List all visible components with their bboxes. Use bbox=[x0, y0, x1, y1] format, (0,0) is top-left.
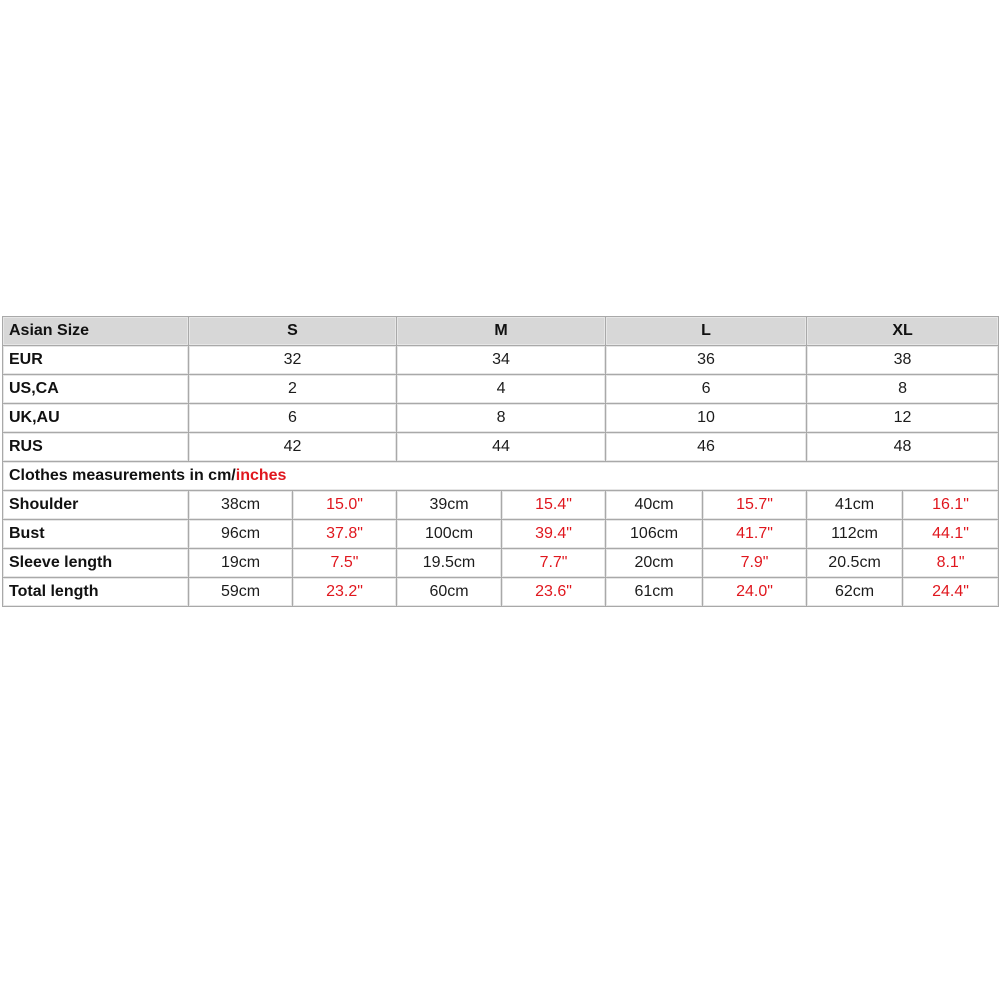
inch-value: 23.2" bbox=[293, 578, 397, 607]
row-label: Bust bbox=[3, 520, 189, 549]
size-value: 12 bbox=[807, 404, 999, 433]
cm-value: 106cm bbox=[606, 520, 703, 549]
cm-value: 60cm bbox=[397, 578, 502, 607]
size-header-m: M bbox=[397, 317, 606, 346]
inch-value: 15.4" bbox=[502, 491, 606, 520]
cm-value: 112cm bbox=[807, 520, 903, 549]
size-header-s: S bbox=[189, 317, 397, 346]
row-label: RUS bbox=[3, 433, 189, 462]
cm-value: 40cm bbox=[606, 491, 703, 520]
cm-value: 100cm bbox=[397, 520, 502, 549]
cm-value: 62cm bbox=[807, 578, 903, 607]
cm-value: 20.5cm bbox=[807, 549, 903, 578]
measurements-section-heading bbox=[3, 462, 999, 491]
cm-value: 61cm bbox=[606, 578, 703, 607]
inch-value: 7.7" bbox=[502, 549, 606, 578]
size-value: 8 bbox=[397, 404, 606, 433]
size-value: 10 bbox=[606, 404, 807, 433]
measurement-row-shoulder bbox=[3, 491, 999, 520]
cm-value: 38cm bbox=[189, 491, 293, 520]
cm-value: 41cm bbox=[807, 491, 903, 520]
inch-value: 16.1" bbox=[903, 491, 999, 520]
inch-value: 15.0" bbox=[293, 491, 397, 520]
inch-value: 24.4" bbox=[903, 578, 999, 607]
section-heading-inches: inches bbox=[235, 467, 287, 484]
size-value: 6 bbox=[189, 404, 397, 433]
inch-value: 15.7" bbox=[703, 491, 807, 520]
size-value: 38 bbox=[807, 346, 999, 375]
size-value: 46 bbox=[606, 433, 807, 462]
inch-value: 37.8" bbox=[293, 520, 397, 549]
cm-value: 20cm bbox=[606, 549, 703, 578]
size-value: 44 bbox=[397, 433, 606, 462]
inch-value: 7.5" bbox=[293, 549, 397, 578]
measurements-section-row bbox=[3, 462, 999, 491]
cm-value: 19.5cm bbox=[397, 549, 502, 578]
measurement-row-total-length bbox=[3, 578, 999, 607]
size-value: 2 bbox=[189, 375, 397, 404]
row-label: Sleeve length bbox=[3, 549, 189, 578]
measurement-row-sleeve-length bbox=[3, 549, 999, 578]
inch-value: 23.6" bbox=[502, 578, 606, 607]
row-label: Total length bbox=[3, 578, 189, 607]
inch-value: 7.9" bbox=[703, 549, 807, 578]
inch-value: 24.0" bbox=[703, 578, 807, 607]
conversion-row-rus bbox=[3, 433, 999, 462]
cm-value: 96cm bbox=[189, 520, 293, 549]
cm-value: 59cm bbox=[189, 578, 293, 607]
inch-value: 39.4" bbox=[502, 520, 606, 549]
conversion-row-uk-au bbox=[3, 404, 999, 433]
inch-value: 41.7" bbox=[703, 520, 807, 549]
size-value: 42 bbox=[189, 433, 397, 462]
size-value: 4 bbox=[397, 375, 606, 404]
row-label: US,CA bbox=[3, 375, 189, 404]
row-label: EUR bbox=[3, 346, 189, 375]
measurement-row-bust bbox=[3, 520, 999, 549]
size-chart-table bbox=[2, 316, 999, 607]
row-label: Shoulder bbox=[3, 491, 189, 520]
size-header-row bbox=[3, 317, 999, 346]
cm-value: 39cm bbox=[397, 491, 502, 520]
conversion-row-eur bbox=[3, 346, 999, 375]
size-chart bbox=[2, 316, 998, 616]
size-value: 6 bbox=[606, 375, 807, 404]
size-value: 48 bbox=[807, 433, 999, 462]
inch-value: 8.1" bbox=[903, 549, 999, 578]
size-value: 36 bbox=[606, 346, 807, 375]
size-value: 32 bbox=[189, 346, 397, 375]
size-header-xl: XL bbox=[807, 317, 999, 346]
size-value: 34 bbox=[397, 346, 606, 375]
size-header-l: L bbox=[606, 317, 807, 346]
conversion-row-us-ca bbox=[3, 375, 999, 404]
section-heading-prefix: Clothes measurements in cm/ bbox=[9, 467, 236, 484]
row-label: UK,AU bbox=[3, 404, 189, 433]
inch-value: 44.1" bbox=[903, 520, 999, 549]
cm-value: 19cm bbox=[189, 549, 293, 578]
size-value: 8 bbox=[807, 375, 999, 404]
asian-size-label: Asian Size bbox=[3, 317, 189, 346]
